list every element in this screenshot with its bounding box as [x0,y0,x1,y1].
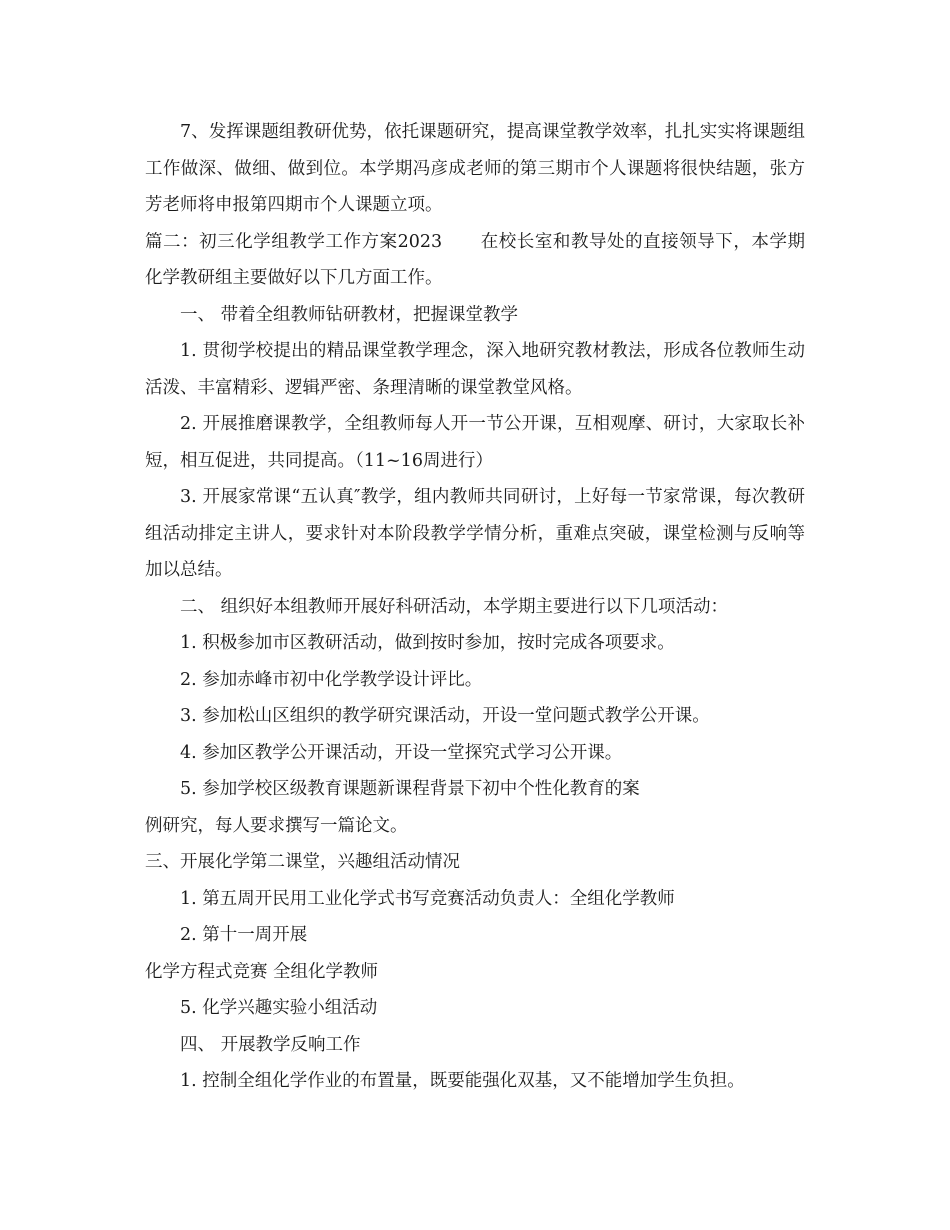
heading-three: 三、开展化学第二课堂，兴趣组活动情况 [145,852,460,872]
heading-four: 四、 开展教学反响工作 [180,1034,361,1055]
list-item: 2. 第十一周开展 [180,925,308,945]
heading-one: 一、 带着全组教师钻研教材，把握课堂教学 [180,304,519,325]
list-item: 1. 第五周开民用工业化学式书写竞赛活动负责人：全组化学教师 [180,888,675,909]
list-item: 2. 参加赤峰市初中化学教学设计评比。 [180,669,483,690]
document-body [145,114,805,1100]
list-item: 3. 参加松山区组织的教学研究课活动，开设一堂问题式教学公开课。 [180,706,710,726]
list-item-continuation: 例研究，每人要求撰写一篇论文。 [145,815,408,836]
list-item-continuation: 化学方程式竞赛 全组化学教师 [145,961,379,982]
list-item: 2. 开展推磨课教学，全组教师每人开一节公开课，互相观摩、研讨，大家取长补短，相互促进，共同提高。（11~16周进行） [145,414,805,471]
paragraph-7: 7、发挥课题组教研优势，依托课题研究，提高课堂教学效率，扎扎实实将课题组工作做深、做细、做到位。本学期冯彦成老师的第三期市个人课题将很快结题，张方芳老师将申报第四期市个人课题立项。 [145,122,805,215]
heading-two: 二、 组织好本组教师开展好科研活动，本学期主要进行以下几项活动： [180,596,729,617]
list-item: 1. 贯彻学校提出的精品课堂教学理念，深入地研究教材教法，形成各位教师生动活泼、丰富精彩、逻辑严密、条理清晰的课堂教堂风格。 [145,341,805,398]
list-item: 5. 参加学校区级教育课题新课程背景下初中个性化教育的案 [180,779,640,799]
section-two-title: 篇二：初三化学组教学工作方案2023 [145,231,443,252]
list-item: 1. 控制全组化学作业的布置量，既要能强化双基，又不能增加学生负担。 [180,1071,745,1091]
list-item: 4. 参加区教学公开课活动，开设一堂探究式学习公开课。 [180,742,623,763]
paragraph-section-two-intro [145,224,805,297]
section-two-intro-text: 在校长室和教导处的直接领导下，本学期化学教研组主要做好以下几方面工作。 [145,231,805,288]
list-item: 5. 化学兴趣实验小组活动 [180,998,378,1018]
list-item: 1. 积极参加市区教研活动，做到按时参加，按时完成各项要求。 [180,633,675,653]
list-item: 3. 开展家常课“五认真″教学，组内教师共同研讨，上好每一节家常课，每次教研组活动排定主讲人，要求针对本阶段教学学情分析，重难点突破，课堂检测与反响等加以总结。 [145,487,805,580]
